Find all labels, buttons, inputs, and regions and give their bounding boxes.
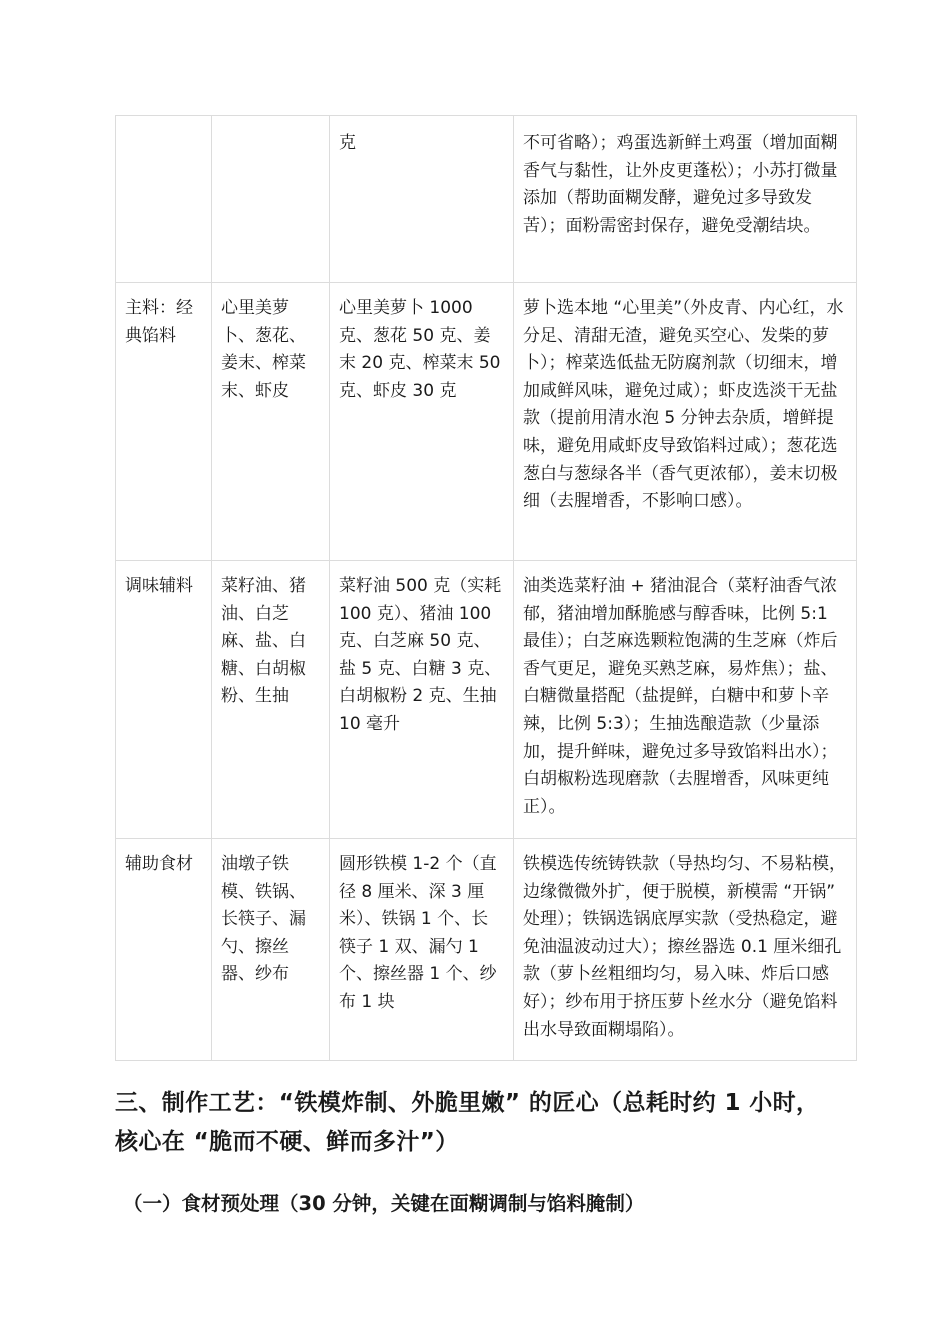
cell-quantity: 菜籽油 500 克（实耗 100 克）、猪油 100 克、白芝麻 50 克、盐 5 克、白糖 3 克、白胡椒粉 2 克、生抽 10 毫升 — [330, 561, 514, 839]
cell-quantity: 心里美萝卜 1000 克、葱花 50 克、姜末 20 克、榨菜末 50 克、虾皮 30 克 — [330, 283, 514, 561]
sub-heading: （一）食材预处理（30 分钟，关键在面糊调制与馅料腌制） — [123, 1192, 645, 1215]
cell-category — [116, 116, 212, 283]
ingredients-table — [115, 115, 857, 1061]
cell-quantity: 圆形铁模 1-2 个（直径 8 厘米、深 3 厘米）、铁锅 1 个、长筷子 1 双、漏勺 1 个、擦丝器 1 个、纱布 1 块 — [330, 839, 514, 1061]
cell-category: 辅助食材 — [116, 839, 212, 1061]
cell-notes: 萝卜选本地 “心里美”（外皮青、内心红，水分足、清甜无渣，避免买空心、发柴的萝卜）；榨菜选低盐无防腐剂款（切细末，增加咸鲜风味，避免过咸）；虾皮选淡干无盐款（提前用清水泡 5 分钟去杂质，增鲜提味，避免用咸虾皮导致馅料过咸）；葱花选葱白与葱绿各半（香气更浓郁），姜末切极细（去腥增香，不影响口感）。 — [514, 283, 857, 561]
table-row — [116, 561, 857, 839]
cell-items: 油墩子铁模、铁锅、长筷子、漏勺、擦丝器、纱布 — [212, 839, 330, 1061]
cell-quantity: 克 — [330, 116, 514, 283]
cell-notes: 铁模选传统铸铁款（导热均匀、不易粘模，边缘微微外扩，便于脱模，新模需 “开锅” 处理）；铁锅选锅底厚实款（受热稳定，避免油温波动过大）；擦丝器选 0.1 厘米细孔款（萝卜丝粗细均匀，易入味、炸后口感好）；纱布用于挤压萝卜丝水分（避免馅料出水导致面糊塌陷）。 — [514, 839, 857, 1061]
table-row — [116, 116, 857, 283]
section-heading: 三、制作工艺：“铁模炸制、外脆里嫩” 的匠心（总耗时约 1 小时，核心在 “脆而不硬、鲜而多汁”） — [115, 1090, 820, 1155]
cell-category: 主料：经典馅料 — [116, 283, 212, 561]
table-row — [116, 839, 857, 1061]
table-row — [116, 283, 857, 561]
cell-notes: 油类选菜籽油 + 猪油混合（菜籽油香气浓郁，猪油增加酥脆感与醇香味，比例 5:1 最佳）；白芝麻选颗粒饱满的生芝麻（炸后香气更足，避免买熟芝麻，易炸焦）；盐、白糖微量搭配（盐提鲜，白糖中和萝卜辛辣，比例 5:3）；生抽选酿造款（少量添加，提升鲜味，避免过多导致馅料出水）；白胡椒粉选现磨款（去腥增香，风味更纯正）。 — [514, 561, 857, 839]
cell-items: 心里美萝卜、葱花、姜末、榨菜末、虾皮 — [212, 283, 330, 561]
cell-items — [212, 116, 330, 283]
cell-items: 菜籽油、猪油、白芝麻、盐、白糖、白胡椒粉、生抽 — [212, 561, 330, 839]
cell-notes: 不可省略）；鸡蛋选新鲜土鸡蛋（增加面糊香气与黏性，让外皮更蓬松）；小苏打微量添加（帮助面糊发酵，避免过多导致发苦）；面粉需密封保存，避免受潮结块。 — [514, 116, 857, 283]
cell-category: 调味辅料 — [116, 561, 212, 839]
